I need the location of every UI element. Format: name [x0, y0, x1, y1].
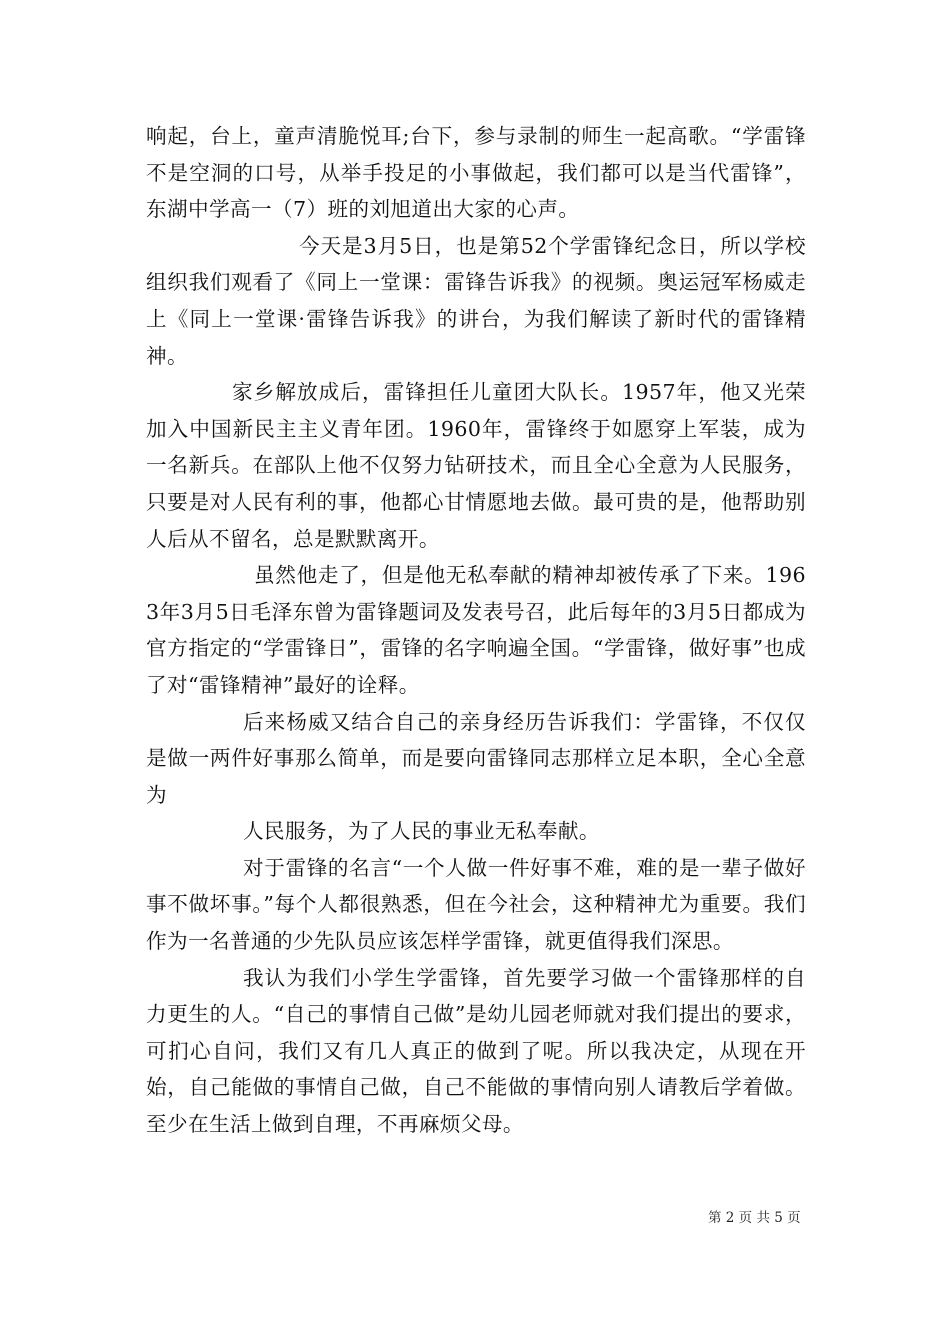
paragraph-8: 我认为我们小学生学雷锋，首先要学习做一个雷锋那样的自力更生的人。“自己的事情自己做”是幼儿园老师就对我们提出的要求，可扪心自问，我们又有几人真正的做到了呢。所以我决定，从现在开始，自己能做的事情自己做，自己不能做的事情向别人请教后学着做。至少在生活上做到自理，不再麻烦父母。: [146, 965, 806, 1137]
paragraph-2: 今天是3月5日，也是第52个学雷锋纪念日，所以学校组织我们观看了《同上一堂课：雷锋告诉我》的视频。奥运冠军杨威走上《同上一堂课·雷锋告诉我》的讲台，为我们解读了新时代的雷锋精神。: [146, 233, 806, 368]
paragraph-4: 虽然他走了，但是他无私奉献的精神却被传承了下来。1963年3月5日毛泽东曾为雷锋题词及发表号召，此后每年的3月5日都成为官方指定的“学雷锋日”，雷锋的名字响遍全国。“学雷锋，做好事”也成了对“雷锋精神”最好的诠释。: [146, 563, 806, 697]
paragraph-1: 响起，台上，童声清脆悦耳;台下，参与录制的师生一起高歌。“学雷锋不是空洞的口号，从举手投足的小事做起，我们都可以是当代雷锋”，东湖中学高一（7）班的刘旭道出大家的心声。: [146, 124, 806, 222]
paragraph-5: 后来杨威又结合自己的亲身经历告诉我们：学雷锋，不仅仅是做一两件好事那么简单，而是要向雷锋同志那样立足本职，全心全意为: [146, 709, 806, 807]
page-number: 第 2 页 共 5 页: [708, 1210, 801, 1226]
document-body: [146, 118, 806, 1143]
paragraph-3: 家乡解放成后，雷锋担任儿童团大队长。1957年，他又光荣加入中国新民主主义青年团。1960年，雷锋终于如愿穿上军装，成为一名新兵。在部队上他不仅努力钻研技术，而且全心全意为人民服务，只要是对人民有利的事，他都心甘情愿地去做。最可贵的是，他帮助别人后从不留名，总是默默离开。: [146, 380, 806, 551]
paragraph-7: 对于雷锋的名言“一个人做一件好事不难，难的是一辈子做好事不做坏事。”每个人都很熟悉，但在今社会，这种精神尤为重要。我们作为一名普通的少先队员应该怎样学雷锋，就更值得我们深思。: [146, 855, 806, 954]
paragraph-6: 人民服务，为了人民的事业无私奉献。: [243, 819, 600, 844]
